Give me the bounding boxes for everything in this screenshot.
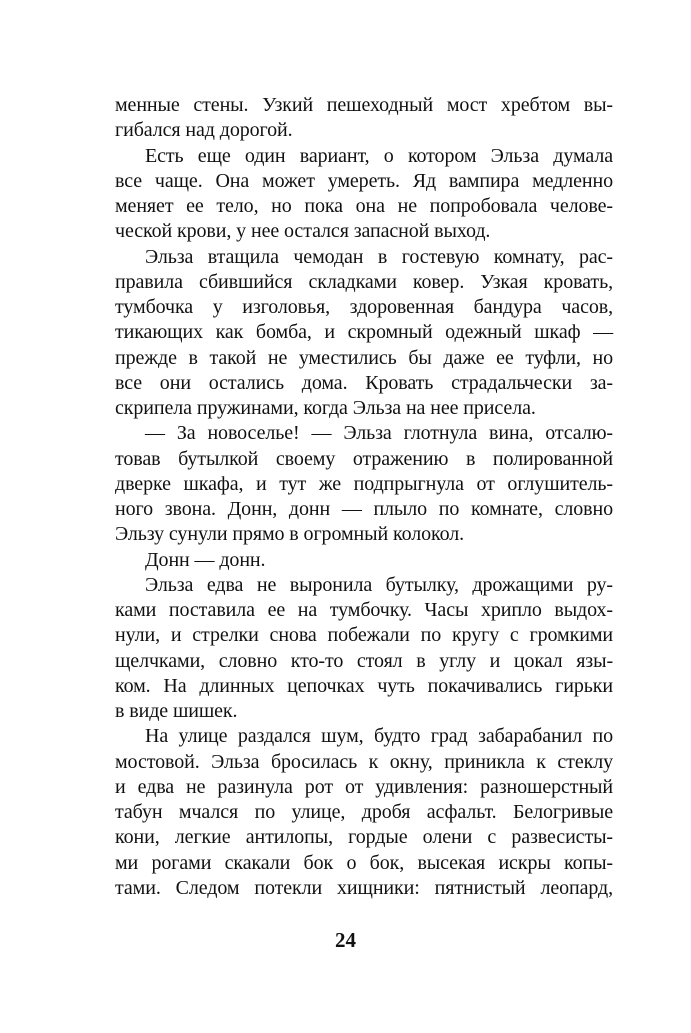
text-line: дверке шкафа, и тут же подпрыгнула от оглушитель- — [115, 472, 613, 495]
text-line: ми рогами скакали бок о бок, высекая искры копы- — [115, 851, 613, 874]
text-line: прежде в такой не уместились бы даже ее туфли, но — [115, 346, 613, 369]
text-line: все чаще. Она может умереть. Яд вампира медленно — [115, 169, 613, 192]
text-line: ного звона. Донн, донн — плыло по комнате, словно — [115, 498, 613, 520]
text-line: в виде шишек. — [115, 700, 238, 722]
text-line: меняет ее тело, но пока она не попробовала челове- — [115, 195, 613, 217]
text-line: щелчками, словно кто-то стоял в углу и цокал язы- — [115, 649, 613, 672]
text-line: тами. Следом потекли хищники: пятнистый леопард, — [115, 876, 613, 899]
text-line: мостовой. Эльза бросилась к окну, приникла к стеклу — [115, 750, 613, 773]
text-line: ками поставила ее на тумбочку. Часы хрипло выдох- — [115, 599, 613, 621]
text-line: — За новоселье! — Эльза глотнула вина, отсалю- — [145, 422, 613, 445]
text-line: гибался над дорогой. — [115, 119, 293, 142]
page-text — [115, 93, 613, 901]
text-line: тикающих как бомба, и скромный одежный шкаф — — [115, 321, 613, 344]
text-line: все они остались дома. Кровать страдальчески за- — [115, 371, 613, 394]
text-line: ком. На длинных цепочках чуть покачивались гирьки — [115, 674, 613, 697]
text-line: и едва не разинула рот от удивления: разношерстный — [115, 775, 613, 798]
text-line: нули, и стрелки снова побежали по кругу с громкими — [115, 624, 613, 647]
text-line: табун мчался по улице, дробя асфальт. Белогривые — [115, 801, 613, 823]
text-line: товав бутылкой своему отражению в полированной — [115, 447, 613, 470]
text-line: Донн — донн. — [145, 548, 266, 571]
text-line: Эльзу сунули прямо в огромный колокол. — [115, 523, 465, 546]
text-line: тумбочка у изголовья, здоровенная бандура часов, — [115, 296, 613, 318]
text-line: ческой крови, у нее остался запасной выход. — [115, 220, 491, 243]
text-line: Эльза едва не выронила бутылку, дрожащими ру- — [145, 573, 613, 596]
text-line: менные стены. Узкий пешеходный мост хребтом вы- — [115, 94, 613, 116]
text-line: правила сбившийся складками ковер. Узкая кровать, — [115, 270, 613, 293]
text-line: Эльза втащила чемодан в гостевую комнату, рас- — [145, 245, 613, 268]
text-line: кони, легкие антилопы, гордые олени с развесисты- — [115, 826, 613, 849]
text-line: скрипела пружинами, когда Эльза на нее присела. — [115, 397, 536, 419]
text-line: Есть еще один вариант, о котором Эльза думала — [145, 144, 613, 167]
text-line: На улице раздался шум, будто град забарабанил по — [145, 725, 613, 748]
page-number: 24 — [335, 928, 356, 952]
